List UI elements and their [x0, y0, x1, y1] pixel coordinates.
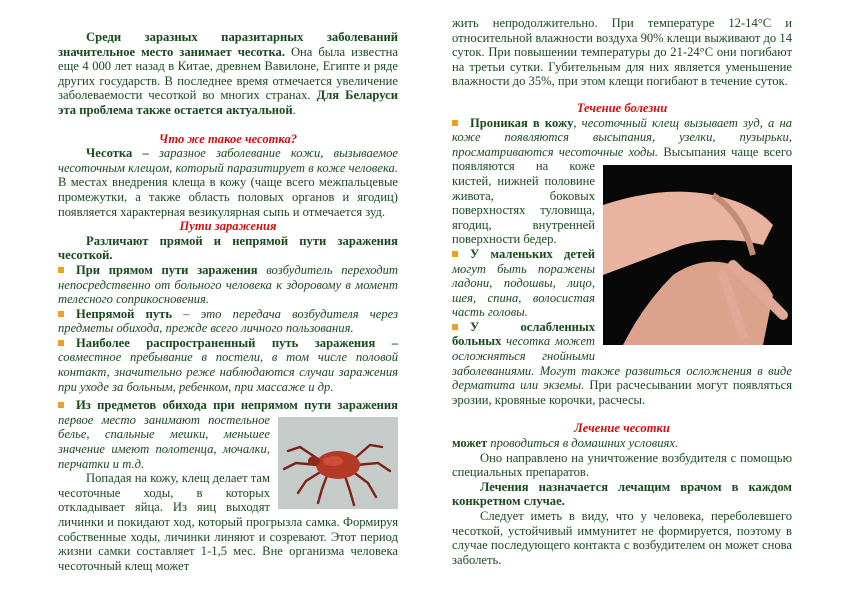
course-italic: , чесоточный клещ вызывает зуд, а на коже появляются высыпания, узелки, пузырьки, просматриваются чесоточные ходы. [452, 115, 792, 159]
course-text: Высыпания чаще всего появляются на коже кистей, нижней половине живота, боковых поверхностях туловища, ягодиц, внутренней поверхности бедер. [452, 144, 793, 247]
paths-heading: Пути заражения [179, 219, 277, 234]
definition-text: В местах внедрения клеща в кожу (чаще всего межпальцевые промежутки, а также область половых органов и ягодиц) появляется характерная везикулярная сыпь и отмечается зуд. [58, 175, 398, 219]
children-italic: могут быть поражены ладони, подошвы, лицо, шея, спина, волосистая часть головы. [452, 261, 595, 320]
scratching-hands-icon [603, 165, 792, 345]
paths-intro [58, 234, 398, 263]
bullet-icon [452, 251, 458, 257]
common-path-italic: совместное пребывание в постели, в том числе половой контакт, значительно реже наблюдаются случаи заражения при уходе за больным, ребенком, при массаже и др. [58, 350, 398, 394]
treatment-doctor [452, 480, 792, 509]
survival-paragraph: жить непродолжительно. При температуре 12-14°С и относительной влажности воздуха 90% клещи выживают до 14 суток. При повышении температуры до 21-24°С они погибают на третьи сутки. Губительным для них является уменьшение влажности до 35%, при этом клещи погибают в течение суток. [452, 16, 792, 89]
objects-italic: первое место занимают постельное белье, спальные мешки, меньшее значение имеют полотенца, мочалки, перчатки и т.д. [58, 412, 270, 471]
indirect-path-bold: Непрямой путь [76, 306, 173, 321]
mite-paragraph: Попадая на кожу, клещ делает там чесоточные ходы, в которых откладывает яйца. Из яиц выходят личинки и покидают ход, который прогрызла самка. Формируя собственные ходы, личинки линяют и созревают. Этот период жизни самки составляет 1-1,5 мес. Вне организма человека чесоточный клещ может [58, 471, 398, 573]
mite-image [278, 417, 398, 509]
belarus-bold: Для Беларуси эта проблема также остается актуальной [58, 88, 398, 117]
treatment-aim: Оно направлено на уничтожение возбудителя с помощью специальных препаратов. [452, 450, 792, 480]
mite-icon [278, 417, 398, 509]
weak-italic: чесотка может осложняться гнойными заболеваниями. Могут также развиться осложнения в виде дерматита или экземы. [452, 334, 792, 393]
bullet-icon [58, 267, 64, 273]
bullet-icon [452, 120, 458, 126]
paths-intro-bold: Различают прямой и непрямой пути заражения чесоткой. [58, 233, 398, 263]
objects-item [58, 398, 398, 471]
weak-text: При расчесывании могут появляться эрозии, кровяные корочки, расчесы. [452, 378, 792, 407]
objects-bold: Из предметов обихода при непрямом пути заражения [76, 398, 398, 413]
treatment-doctor-bold: Лечения назначается лечащим врачом в каждом конкретном случае. [452, 479, 792, 509]
definition-term: Чесотка – [86, 146, 160, 161]
direct-path-item [58, 263, 398, 307]
bullet-icon [58, 311, 64, 317]
definition-italic: заразное заболевание кожи, вызываемое чесоточным клещом, который паразитирует в коже человека. [58, 146, 398, 175]
what-heading: Что же такое чесотка? [158, 131, 298, 146]
weak-bold: У ослабленных больных [452, 319, 595, 349]
bullet-icon [452, 324, 458, 330]
children-bold: У маленьких детей [470, 246, 595, 261]
definition-paragraph [58, 146, 398, 219]
bullet-icon [58, 402, 64, 408]
direct-path-bold: При прямом пути заражения [76, 262, 258, 277]
right-column [452, 0, 792, 567]
intro-bold: Среди заразных паразитарных заболеваний значительное место занимает чесотка. [58, 30, 398, 59]
intro-paragraph [58, 30, 398, 118]
common-path-bold: Наиболее распространенный путь заражения – [76, 335, 398, 350]
treatment-home-bold: может [452, 436, 488, 451]
left-column [58, 0, 398, 573]
intro-text: Она была известна еще 4 000 лет назад в Китае, древнем Вавилоне, Египте и ряде других государств. В последнее время отмечается увеличение заболеваемости чесоткой во многих странах. [58, 44, 399, 103]
hands-image [603, 165, 792, 345]
course-heading: Течение болезни [576, 100, 668, 115]
treatment-home-italic: проводиться в домашних условиях. [487, 436, 679, 451]
indirect-path-item [58, 307, 398, 336]
immunity-paragraph: Следует иметь в виду, что у человека, переболевшего чесоткой, устойчивый иммунитет не формируется, поэтому в случае последующего контакта с возбудителем он может снова заболеть. [452, 509, 792, 567]
direct-path-italic: возбудитель переходит непосредственно от больного человека к здоровому в момент телесного соприкосновения. [58, 262, 398, 307]
bullet-icon [58, 340, 64, 346]
treatment-home [452, 436, 792, 451]
treatment-heading: Лечение чесотки [574, 421, 670, 436]
course-bold: Проникая в кожу [470, 115, 574, 130]
intro-end: . [292, 102, 296, 117]
indirect-path-italic: – это передача возбудителя через предметы обихода, прежде всего личного пользования. [58, 306, 398, 336]
common-path-item [58, 336, 398, 394]
course-item [452, 116, 792, 247]
